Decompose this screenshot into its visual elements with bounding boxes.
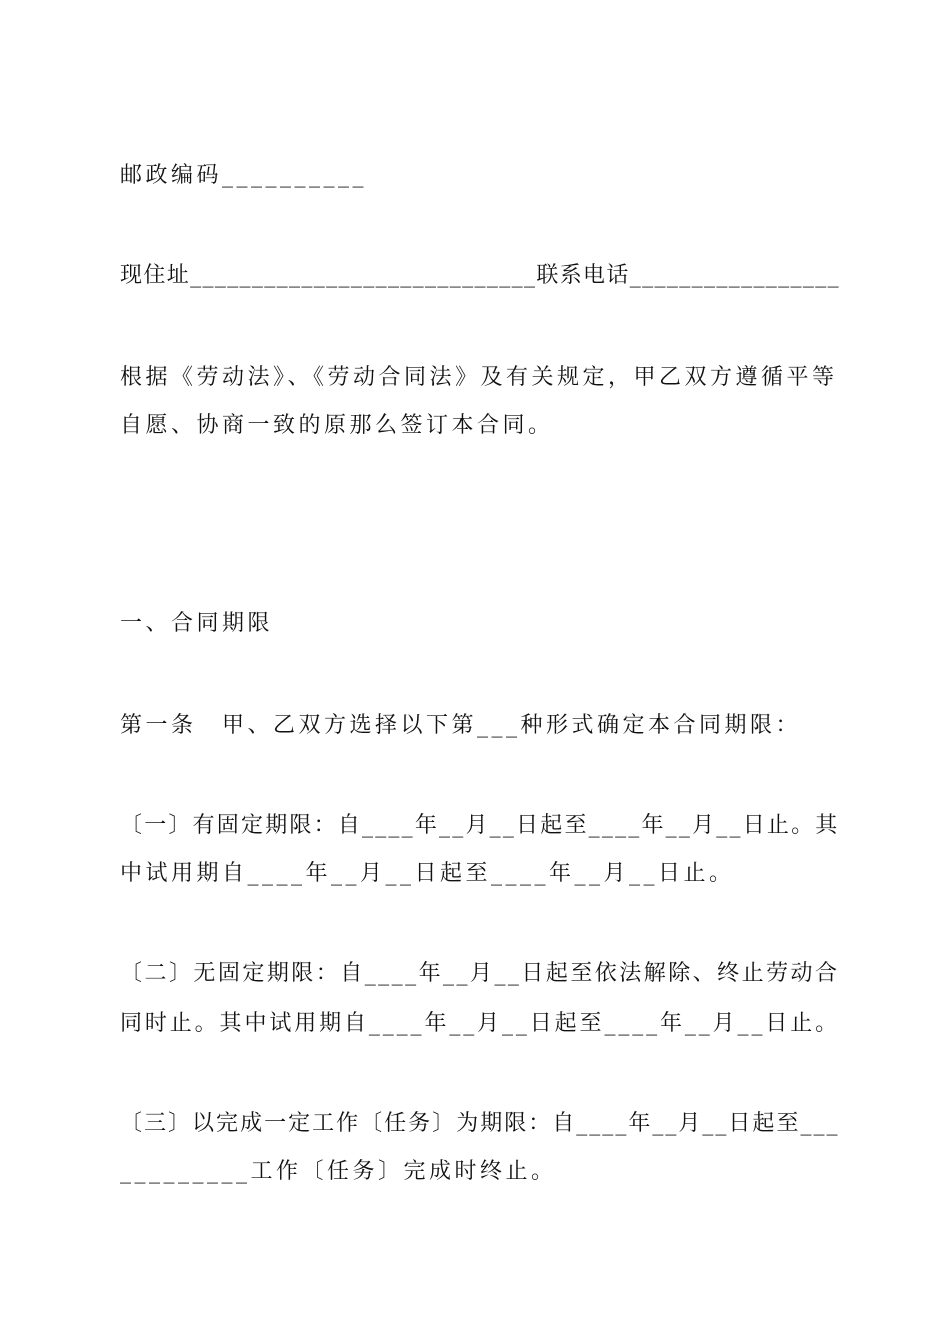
section-title: 一、合同期限 xyxy=(120,611,274,636)
postal-code-line: 邮政编码__________ xyxy=(120,163,368,188)
option-3-line-2: _________工作〔任务〕完成时终止。 xyxy=(120,1159,557,1184)
option-1-line-1: 〔一〕有固定期限：自____年__月__日起至____年__月__日止。其 xyxy=(120,813,840,838)
option-2-line-2: 同时止。其中试用期自____年__月__日起至____年__月__日止。 xyxy=(120,1011,841,1036)
option-1-line-2: 中试用期自____年__月__日起至____年__月__日止。 xyxy=(120,861,735,886)
basis-paragraph-line-2: 自愿、协商一致的原那么签订本合同。 xyxy=(120,413,554,438)
article-1: 第一条 甲、乙双方选择以下第___种形式确定本合同期限： xyxy=(120,713,802,738)
option-3-line-1: 〔三〕以完成一定工作〔任务〕为期限：自____年__月__日起至___ xyxy=(120,1111,840,1136)
address-phone-line: 现住址____________________________联系电话_________________ xyxy=(120,263,840,288)
basis-paragraph-line-1: 根据《劳动法》、《劳动合同法》及有关规定，甲乙双方遵循平等 xyxy=(120,365,838,390)
option-2-line-1: 〔二〕无固定期限：自____年__月__日起至依法解除、终止劳动合 xyxy=(120,961,840,986)
